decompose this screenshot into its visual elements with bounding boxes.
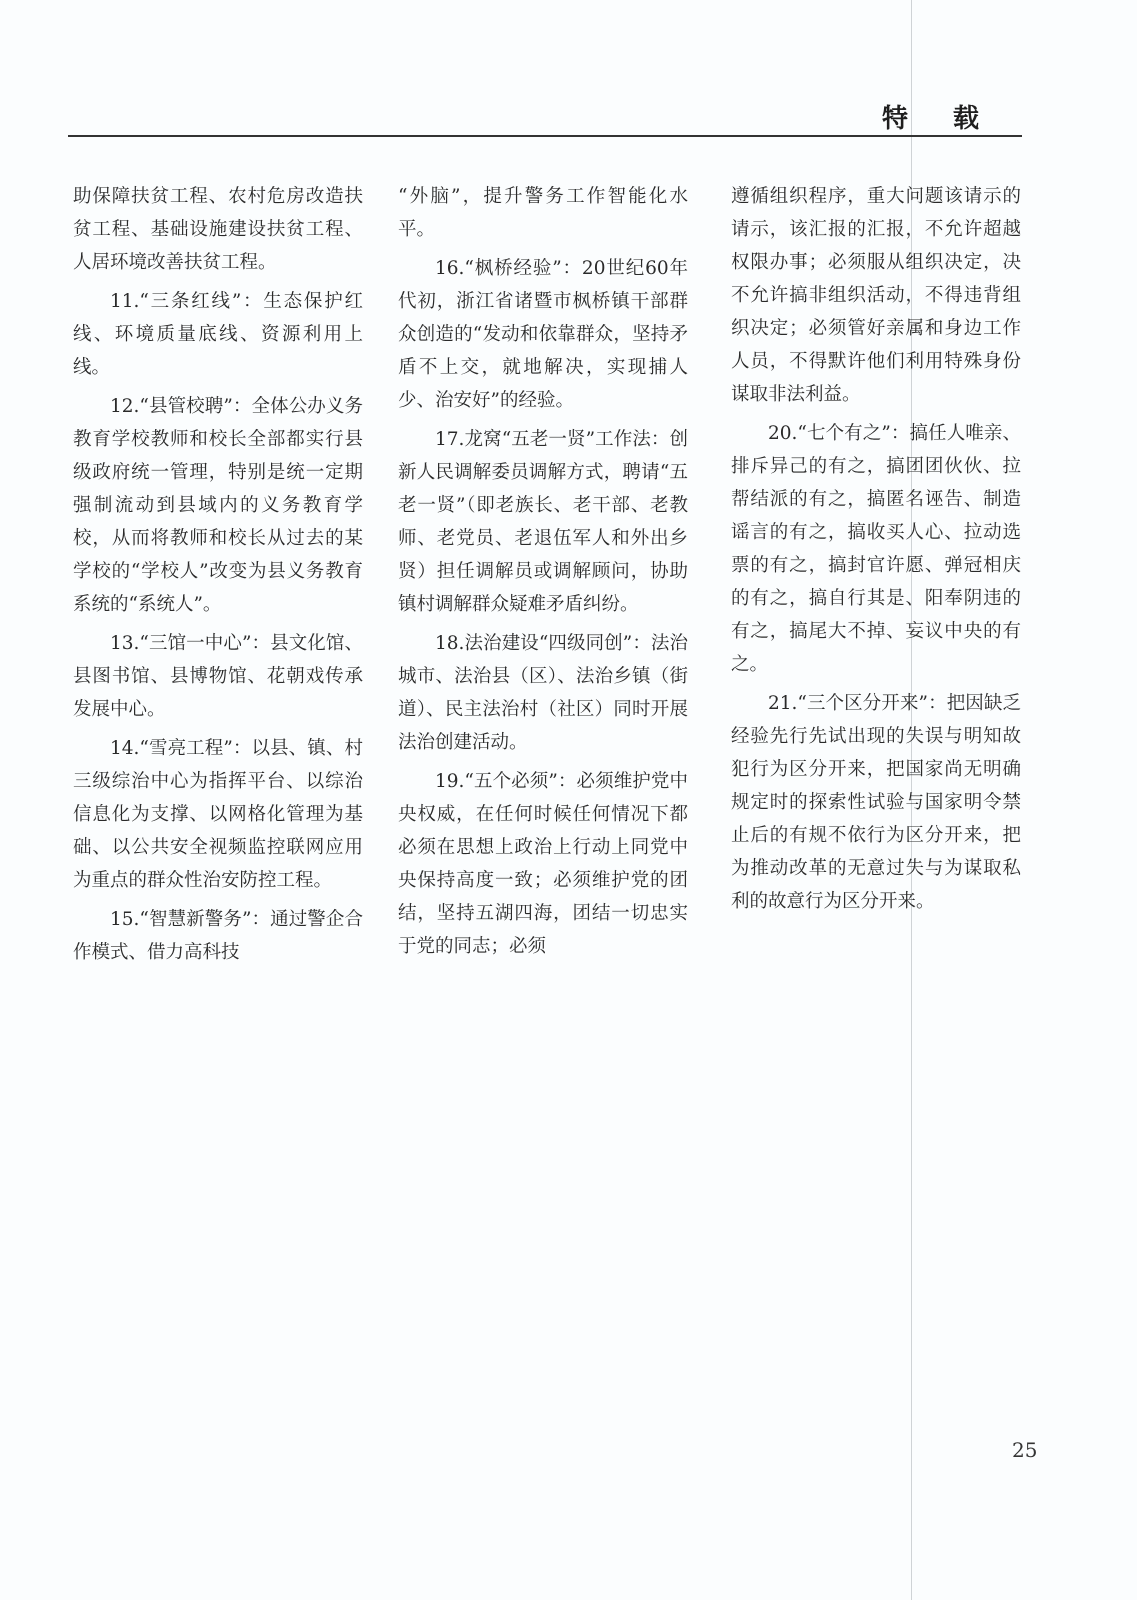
header-rule — [68, 135, 1022, 137]
paragraph: 12.“县管校聘”：全体公办义务教育学校教师和校长全部都实行县级政府统一管理，特别是统一定期强制流动到县域内的义务教育学校，从而将教师和校长从过去的某学校的“学校人”改变为县义务教育系统的“系统人”。 — [73, 396, 363, 615]
paragraph: 13.“三馆一中心”：县文化馆、县图书馆、县博物馆、花朝戏传承发展中心。 — [73, 633, 363, 720]
text-column-1 — [73, 180, 363, 975]
paragraph: 20.“七个有之”：搞任人唯亲、排斥异己的有之，搞团团伙伙、拉帮结派的有之，搞匿名诬告、制造谣言的有之，搞收买人心、拉动选票的有之，搞封官许愿、弹冠相庆的有之，搞自行其是、阳奉阴违的有之，搞尾大不掉、妄议中央的有之。 — [731, 423, 1021, 675]
paragraph: 15.“智慧新警务”：通过警企合作模式、借力高科技 — [73, 909, 363, 963]
paragraph: “外脑”，提升警务工作智能化水平。 — [398, 186, 688, 240]
paragraph: 11.“三条红线”：生态保护红线、环境质量底线、资源利用上线。 — [73, 291, 363, 378]
section-title: 特 载 — [881, 104, 997, 134]
paragraph: 16.“枫桥经验”：20世纪60年代初，浙江省诸暨市枫桥镇干部群众创造的“发动和依靠群众，坚持矛盾不上交，就地解决，实现捕人少、治安好”的经验。 — [398, 258, 688, 411]
paragraph: 17.龙窝“五老一贤”工作法：创新人民调解委员调解方式，聘请“五老一贤”（即老族长、老干部、老教师、老党员、老退伍军人和外出乡贤）担任调解员或调解顾问，协助镇村调解群众疑难矛盾纠纷。 — [398, 429, 688, 615]
text-column-3 — [731, 180, 1021, 924]
paragraph: 14.“雪亮工程”：以县、镇、村三级综治中心为指挥平台、以综治信息化为支撑、以网格化管理为基础、以公共安全视频监控联网应用为重点的群众性治安防控工程。 — [73, 738, 363, 891]
paragraph: 助保障扶贫工程、农村危房改造扶贫工程、基础设施建设扶贫工程、人居环境改善扶贫工程。 — [73, 186, 363, 273]
page-number: 25 — [1012, 1438, 1038, 1462]
text-column-2 — [398, 180, 688, 969]
paragraph: 21.“三个区分开来”：把因缺乏经验先行先试出现的失误与明知故犯行为区分开来，把国家尚无明确规定时的探索性试验与国家明令禁止后的有规不依行为区分开来，把为推动改革的无意过失与为谋取私利的故意行为区分开来。 — [731, 693, 1021, 912]
paragraph: 遵循组织程序，重大问题该请示的请示，该汇报的汇报，不允许超越权限办事；必须服从组织决定，决不允许搞非组织活动，不得违背组织决定；必须管好亲属和身边工作人员，不得默许他们利用特殊身份谋取非法利益。 — [731, 186, 1021, 405]
paragraph: 19.“五个必须”：必须维护党中央权威，在任何时候任何情况下都必须在思想上政治上行动上同党中央保持高度一致；必须维护党的团结，坚持五湖四海，团结一切忠实于党的同志；必须 — [398, 771, 688, 957]
paragraph: 18.法治建设“四级同创”：法治城市、法治县（区）、法治乡镇（街道）、民主法治村（社区）同时开展法治创建活动。 — [398, 633, 688, 753]
